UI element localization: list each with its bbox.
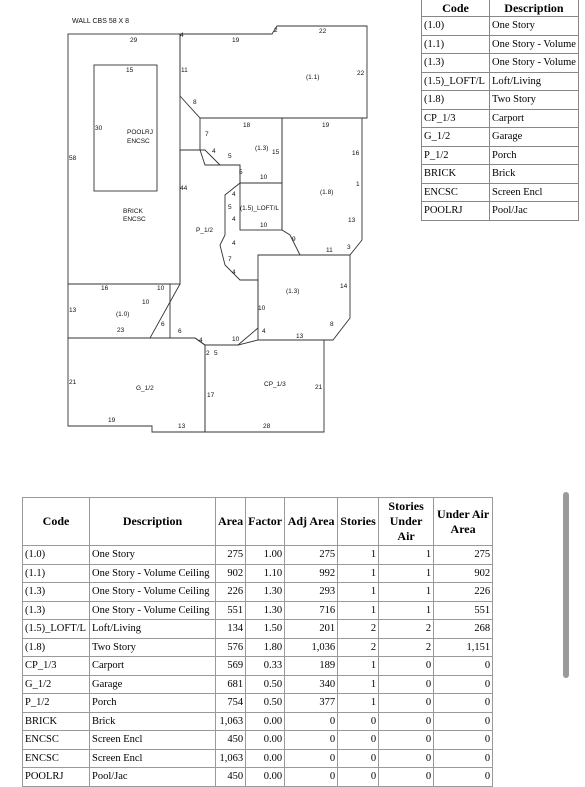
area-cell: 1,063 <box>216 749 246 768</box>
dim-label: 4 <box>180 32 184 39</box>
dim-label: 10 <box>258 305 266 312</box>
factor-cell: 1.10 <box>246 564 285 583</box>
description-cell: Garage <box>490 128 579 147</box>
adj-area-cell: 293 <box>285 583 338 602</box>
dim-label: 17 <box>207 392 215 399</box>
dim-label: 2 <box>274 27 278 34</box>
stories-cell: 1 <box>338 601 379 620</box>
area-cell: 681 <box>216 675 246 694</box>
dim-label: 4 <box>212 148 216 155</box>
stories-under-air-cell: 0 <box>379 731 434 750</box>
description-cell: One Story - Volume <box>490 54 579 73</box>
area-cell: 754 <box>216 694 246 713</box>
under-air-area-cell: 275 <box>434 546 493 565</box>
stories-cell: 1 <box>338 546 379 565</box>
description-cell: Carport <box>90 657 216 676</box>
dim-label: 4 <box>232 269 236 276</box>
dim-label: 19 <box>322 122 330 129</box>
dim-label: 15 <box>126 67 134 74</box>
stories-under-air-cell: 2 <box>379 620 434 639</box>
area-cell: 551 <box>216 601 246 620</box>
code-cell: POOLRJ <box>422 202 490 221</box>
table-row <box>23 694 493 713</box>
stories-cell: 2 <box>338 638 379 657</box>
label-poolrj: POOLRJ <box>127 129 154 136</box>
dim-label: 11 <box>326 247 333 254</box>
dim-label: 4 <box>232 191 236 198</box>
dim-label: 8 <box>193 99 197 106</box>
dim-label: 21 <box>315 384 323 391</box>
wall-title: WALL CBS 58 X 8 <box>72 18 130 25</box>
under-air-area-cell: 0 <box>434 749 493 768</box>
dim-label: 28 <box>263 423 271 430</box>
dim-label: 5 <box>239 169 243 176</box>
dim-label: 1 <box>356 181 360 188</box>
dim-label: 11 <box>181 67 188 74</box>
area-cell: 576 <box>216 638 246 657</box>
stories-under-air-cell: 2 <box>379 638 434 657</box>
under-air-area-cell: 0 <box>434 694 493 713</box>
code-cell: ENCSC <box>23 731 90 750</box>
under-air-area-cell: 0 <box>434 768 493 787</box>
description-cell: Screen Encl <box>90 749 216 768</box>
table-row <box>23 601 493 620</box>
stories-under-air-cell: 1 <box>379 583 434 602</box>
dim-label: 9 <box>292 236 296 243</box>
area-cell: 902 <box>216 564 246 583</box>
dim-label: 18 <box>243 122 251 129</box>
stories-cell: 0 <box>338 768 379 787</box>
factor-cell: 0.00 <box>246 749 285 768</box>
description-cell: Brick <box>490 165 579 184</box>
dim-label: 7 <box>228 256 232 263</box>
code-cell: (1.8) <box>23 638 90 657</box>
description-cell: Brick <box>90 712 216 731</box>
dim-label: 10 <box>260 222 268 229</box>
table-header-row <box>23 498 493 546</box>
adj-area-cell: 716 <box>285 601 338 620</box>
col-header-stories-under-air: Stories Under Air <box>379 498 434 546</box>
dim-label: 3 <box>347 244 351 251</box>
stories-under-air-cell: 1 <box>379 601 434 620</box>
label-pool-encsc: ENCSC <box>127 138 150 145</box>
description-cell: One Story <box>90 546 216 565</box>
description-cell: Two Story <box>90 638 216 657</box>
code-cell: (1.3) <box>23 583 90 602</box>
description-cell: Two Story <box>490 91 579 110</box>
dim-label: 44 <box>180 185 188 192</box>
description-cell: One Story - Volume Ceiling <box>90 564 216 583</box>
stories-under-air-cell: 0 <box>379 657 434 676</box>
stories-under-air-cell: 0 <box>379 675 434 694</box>
area-cell: 569 <box>216 657 246 676</box>
adj-area-cell: 377 <box>285 694 338 713</box>
stories-cell: 0 <box>338 749 379 768</box>
factor-cell: 0.00 <box>246 768 285 787</box>
col-header-area: Area <box>216 498 246 546</box>
adj-area-cell: 1,036 <box>285 638 338 657</box>
stories-under-air-cell: 0 <box>379 768 434 787</box>
description-cell: Screen Encl <box>90 731 216 750</box>
table-row <box>23 712 493 731</box>
table-row <box>23 564 493 583</box>
stories-under-air-cell: 0 <box>379 712 434 731</box>
factor-cell: 1.80 <box>246 638 285 657</box>
code-cell: BRICK <box>422 165 490 184</box>
code-cell: ENCSC <box>422 183 490 202</box>
factor-cell: 0.00 <box>246 731 285 750</box>
label-brick-encsc: ENCSC <box>123 216 146 223</box>
dim-label: 16 <box>352 150 360 157</box>
stories-cell: 1 <box>338 694 379 713</box>
adj-area-cell: 340 <box>285 675 338 694</box>
code-cell: (1.8) <box>422 91 490 110</box>
dim-label: 16 <box>101 285 109 292</box>
code-cell: (1.3) <box>422 54 490 73</box>
description-cell: Pool/Jac <box>490 202 579 221</box>
stories-cell: 1 <box>338 583 379 602</box>
adj-area-cell: 275 <box>285 546 338 565</box>
under-air-area-cell: 268 <box>434 620 493 639</box>
under-air-area-cell: 226 <box>434 583 493 602</box>
stories-cell: 1 <box>338 675 379 694</box>
table-row <box>23 768 493 787</box>
dim-label: 29 <box>130 37 138 44</box>
col-header-adj-area: Adj Area <box>285 498 338 546</box>
adj-area-cell: 0 <box>285 768 338 787</box>
adj-area-cell: 189 <box>285 657 338 676</box>
description-cell: Screen Encl <box>490 183 579 202</box>
table-row <box>23 675 493 694</box>
area-table <box>22 497 493 787</box>
dim-label: 13 <box>178 423 186 430</box>
code-cell: (1.0) <box>23 546 90 565</box>
code-cell: P_1/2 <box>422 146 490 165</box>
table-row <box>23 620 493 639</box>
dim-label: 4 <box>199 337 203 344</box>
code-cell: POOLRJ <box>23 768 90 787</box>
dim-label: 13 <box>348 217 356 224</box>
under-air-area-cell: 1,151 <box>434 638 493 657</box>
col-header-description: Description <box>490 0 579 17</box>
dim-label: 19 <box>108 417 116 424</box>
code-cell: (1.5)_LOFT/L <box>23 620 90 639</box>
factor-cell: 0.50 <box>246 675 285 694</box>
adj-area-cell: 201 <box>285 620 338 639</box>
under-air-area-cell: 0 <box>434 675 493 694</box>
dim-label: 30 <box>95 125 103 132</box>
factor-cell: 1.50 <box>246 620 285 639</box>
description-cell: Carport <box>490 109 579 128</box>
adj-area-cell: 992 <box>285 564 338 583</box>
code-cell: (1.0) <box>422 17 490 36</box>
under-air-area-cell: 551 <box>434 601 493 620</box>
stories-cell: 0 <box>338 731 379 750</box>
under-air-area-cell: 0 <box>434 712 493 731</box>
description-cell: Loft/Living <box>490 72 579 91</box>
adj-area-cell: 0 <box>285 712 338 731</box>
description-cell: Porch <box>490 146 579 165</box>
adj-area-cell: 0 <box>285 731 338 750</box>
col-header-stories: Stories <box>338 498 379 546</box>
code-cell: (1.5)_LOFT/L <box>422 72 490 91</box>
table-row <box>23 731 493 750</box>
table-row <box>23 749 493 768</box>
label-1-3-low: (1.3) <box>286 288 300 295</box>
factor-cell: 0.00 <box>246 712 285 731</box>
stories-under-air-cell: 0 <box>379 694 434 713</box>
code-cell: CP_1/3 <box>422 109 490 128</box>
dim-label: 58 <box>69 155 77 162</box>
table-row <box>23 638 493 657</box>
col-header-factor: Factor <box>246 498 285 546</box>
area-cell: 226 <box>216 583 246 602</box>
dim-label: 4 <box>232 216 236 223</box>
factor-cell: 1.00 <box>246 546 285 565</box>
label-loft: (1.5)_LOFT/L <box>240 205 280 212</box>
factor-cell: 1.30 <box>246 601 285 620</box>
dim-label: 2 <box>206 350 210 357</box>
dim-label: 7 <box>205 131 209 138</box>
adj-area-cell: 0 <box>285 749 338 768</box>
dim-label: 10 <box>260 174 268 181</box>
factor-cell: 1.30 <box>246 583 285 602</box>
col-header-code: Code <box>422 0 490 17</box>
code-cell: (1.1) <box>422 35 490 54</box>
label-brick: BRICK <box>123 208 143 215</box>
stories-cell: 1 <box>338 564 379 583</box>
dim-label: 14 <box>340 283 348 290</box>
stories-under-air-cell: 0 <box>379 749 434 768</box>
factor-cell: 0.33 <box>246 657 285 676</box>
under-air-area-cell: 0 <box>434 657 493 676</box>
table-row <box>23 657 493 676</box>
code-cell: BRICK <box>23 712 90 731</box>
dim-label: 8 <box>330 321 334 328</box>
code-cell: G_1/2 <box>23 675 90 694</box>
label-porch: P_1/2 <box>196 227 213 234</box>
col-header-under-air-area: Under Air Area <box>434 498 493 546</box>
dim-label: 13 <box>296 333 304 340</box>
description-cell: Pool/Jac <box>90 768 216 787</box>
dim-label: 4 <box>262 328 266 335</box>
label-garage: G_1/2 <box>136 385 154 392</box>
label-1-1: (1.1) <box>306 74 320 81</box>
stories-cell: 1 <box>338 657 379 676</box>
dim-label: 10 <box>157 285 165 292</box>
code-cell: ENCSC <box>23 749 90 768</box>
description-cell: One Story <box>490 17 579 36</box>
label-carport: CP_1/3 <box>264 381 286 388</box>
label-1-0: (1.0) <box>116 311 130 318</box>
dim-label: 4 <box>232 240 236 247</box>
area-cell: 275 <box>216 546 246 565</box>
area-cell: 1,063 <box>216 712 246 731</box>
label-1-8: (1.8) <box>320 189 334 196</box>
under-air-area-cell: 0 <box>434 731 493 750</box>
dim-label: 10 <box>232 336 240 343</box>
stories-cell: 0 <box>338 712 379 731</box>
dim-label: 5 <box>214 350 218 357</box>
description-cell: One Story - Volume <box>490 35 579 54</box>
table-row <box>23 546 493 565</box>
dim-label: 6 <box>178 328 182 335</box>
area-cell: 450 <box>216 768 246 787</box>
description-cell: Porch <box>90 694 216 713</box>
dim-label: 23 <box>117 327 125 334</box>
col-header-description: Description <box>90 498 216 546</box>
dim-label: 21 <box>69 379 77 386</box>
code-cell: (1.1) <box>23 564 90 583</box>
under-air-area-cell: 902 <box>434 564 493 583</box>
dim-label: 15 <box>272 149 280 156</box>
factor-cell: 0.50 <box>246 694 285 713</box>
area-cell: 450 <box>216 731 246 750</box>
description-cell: One Story - Volume Ceiling <box>90 583 216 602</box>
dim-label: 5 <box>228 153 232 160</box>
description-cell: Loft/Living <box>90 620 216 639</box>
area-cell: 134 <box>216 620 246 639</box>
code-cell: G_1/2 <box>422 128 490 147</box>
label-1-3-mid: (1.3) <box>255 145 269 152</box>
dim-label: 22 <box>319 28 327 35</box>
dim-label: 13 <box>69 307 77 314</box>
stories-under-air-cell: 1 <box>379 546 434 565</box>
dim-label: 19 <box>232 37 240 44</box>
code-cell: (1.3) <box>23 601 90 620</box>
table-row <box>23 583 493 602</box>
vertical-scrollbar[interactable] <box>563 492 569 678</box>
description-cell: One Story - Volume Ceiling <box>90 601 216 620</box>
dim-label: 22 <box>357 70 365 77</box>
dim-label: 5 <box>228 204 232 211</box>
dim-label: 6 <box>161 321 165 328</box>
col-header-code: Code <box>23 498 90 546</box>
description-cell: Garage <box>90 675 216 694</box>
code-cell: CP_1/3 <box>23 657 90 676</box>
stories-cell: 2 <box>338 620 379 639</box>
stories-under-air-cell: 1 <box>379 564 434 583</box>
dim-label: 10 <box>142 299 150 306</box>
code-cell: P_1/2 <box>23 694 90 713</box>
